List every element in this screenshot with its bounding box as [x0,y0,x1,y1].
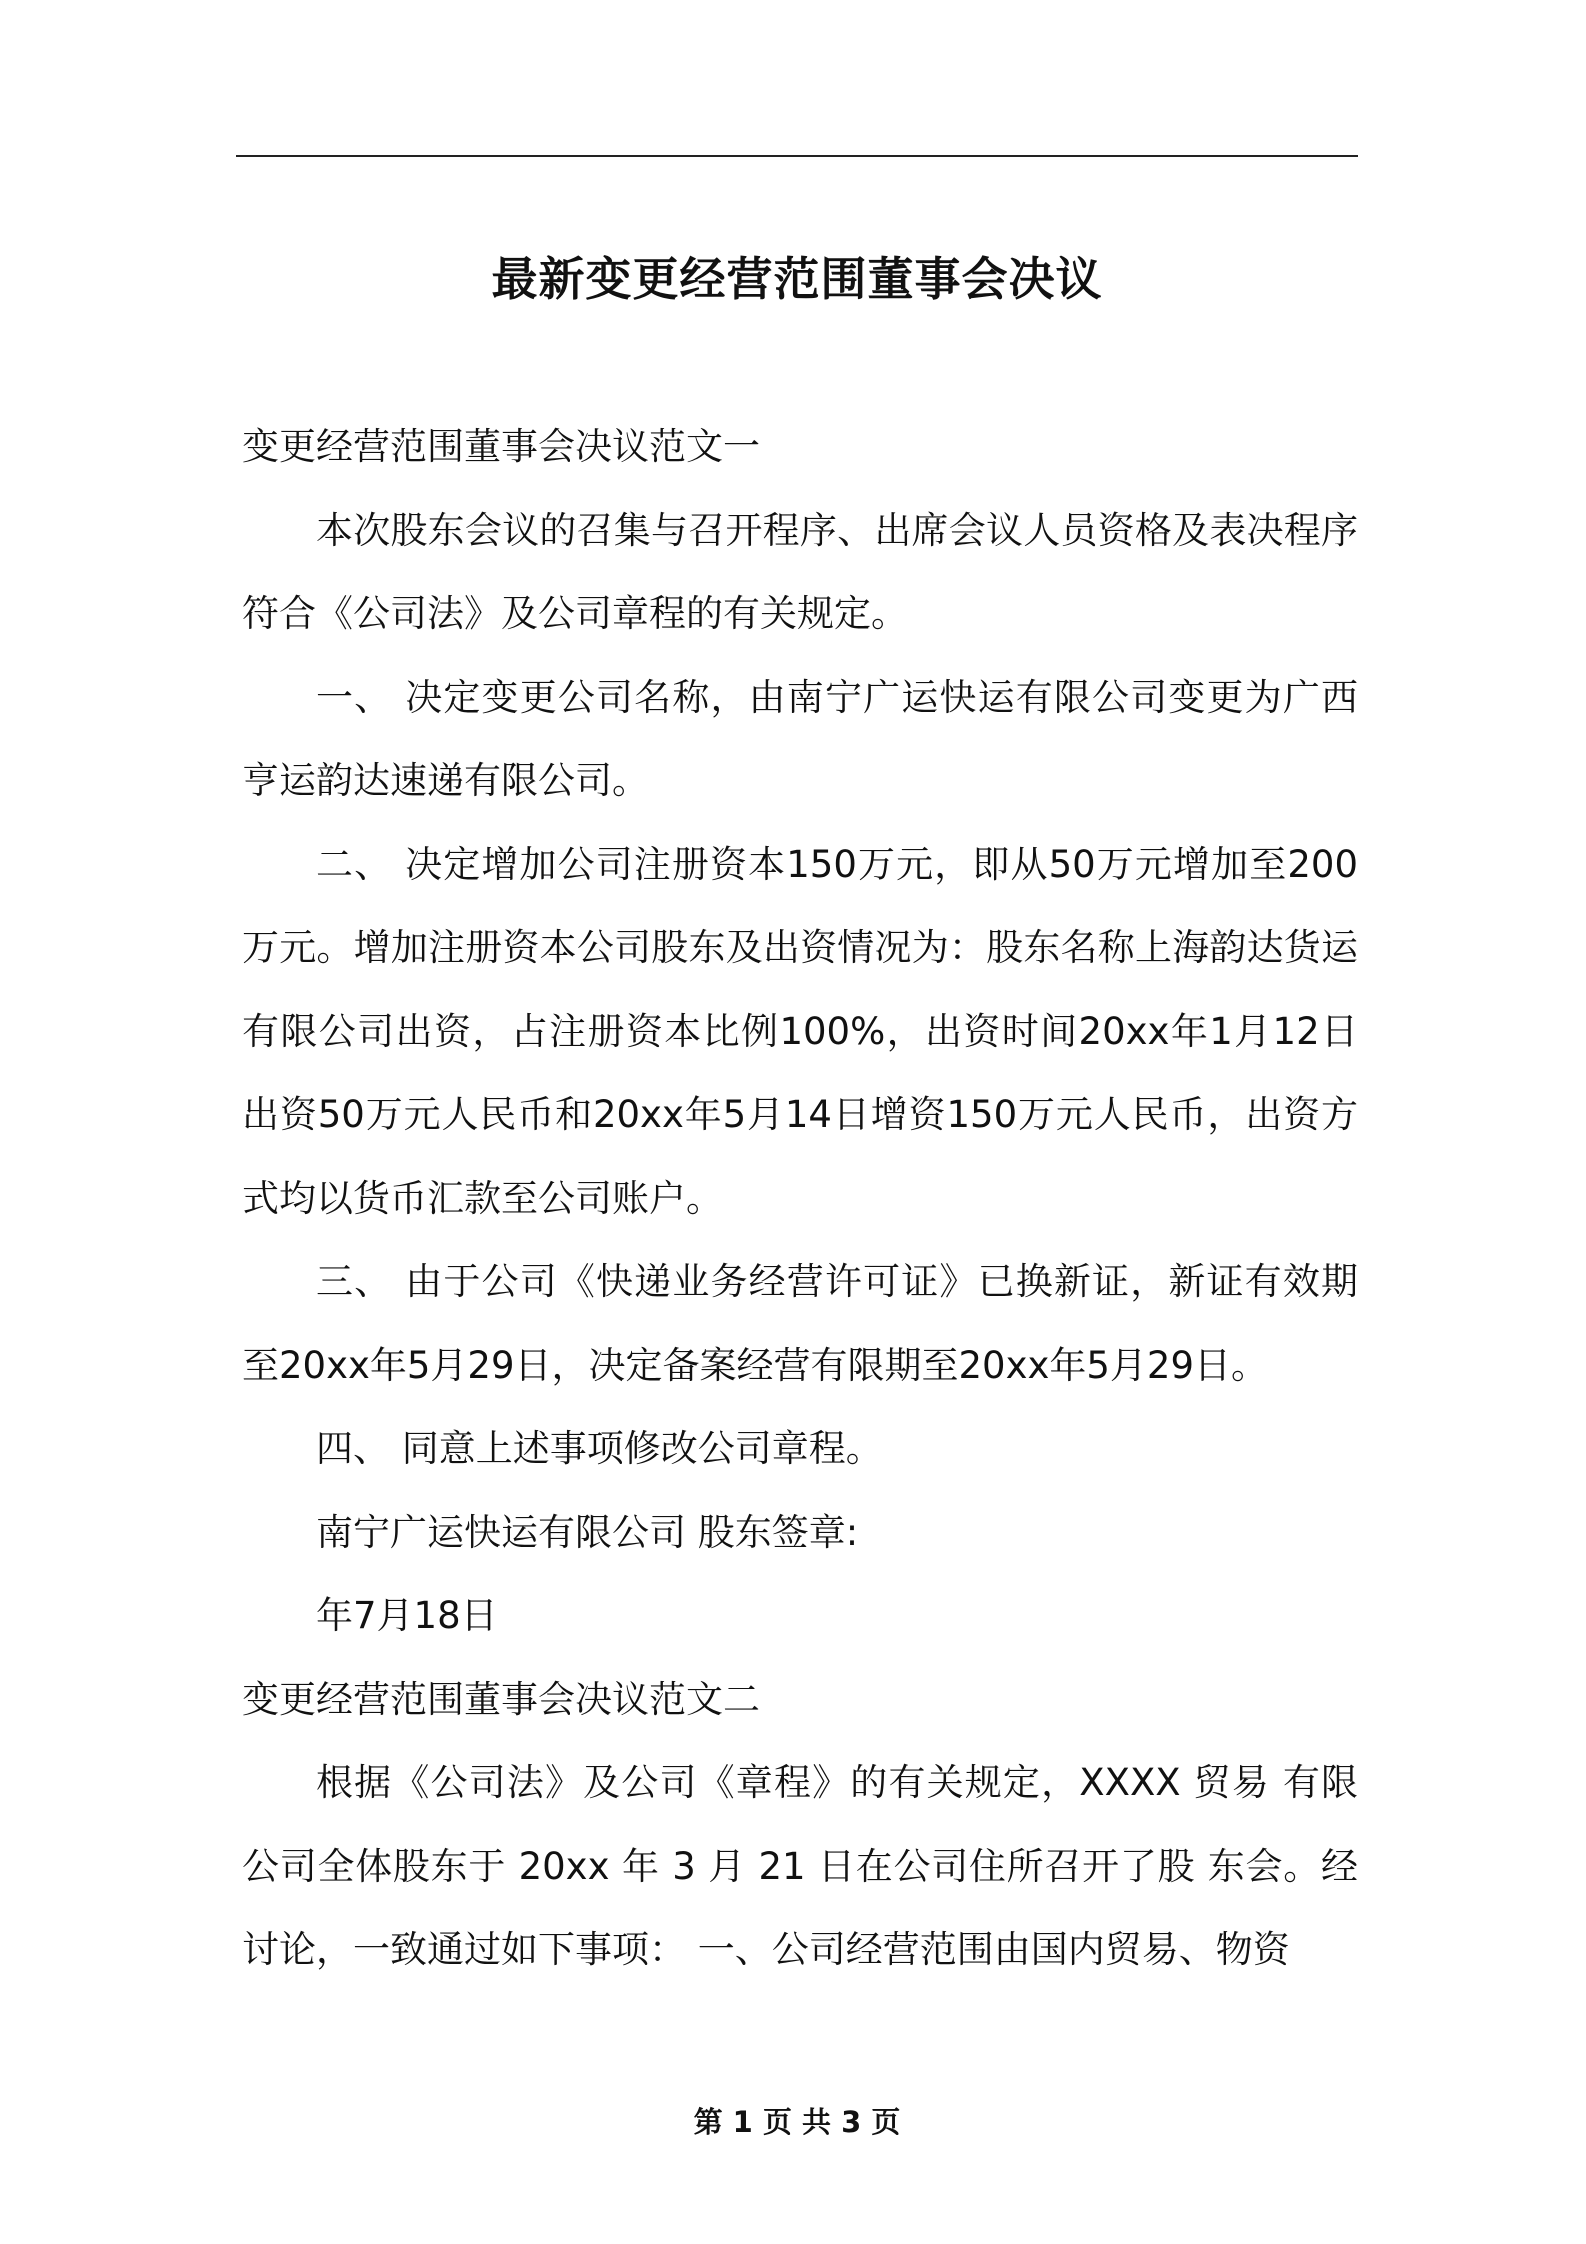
paragraph: 一、 决定变更公司名称，由南宁广运快运有限公司变更为广西亨运韵达速递有限公司。 [242,675,1358,802]
section-heading-1: 变更经营范围董事会决议范文一 [242,425,760,468]
header-rule [236,155,1358,157]
section-heading-2: 变更经营范围董事会决议范文二 [242,1677,760,1721]
paragraph: 本次股东会议的召集与召开程序、出席会议人员资格及表决程序符合《公司法》及公司章程的有关规定。 [242,508,1358,635]
document-title: 最新变更经营范围董事会决议 [491,251,1103,306]
paragraph: 四、 同意上述事项修改公司章程。 [316,1427,883,1470]
page-number: 第 1 页 共 3 页 [693,2105,901,2139]
paragraph: 三、 由于公司《快递业务经营许可证》已换新证，新证有效期至20xx年5月29日，决定备案经营有限期至20xx年5月29日。 [242,1260,1358,1387]
document-body [242,405,1358,1992]
date-line: 年7月18日 [316,1594,498,1637]
signature-line: 南宁广运快运有限公司 股东签章: [316,1510,859,1554]
paragraph: 根据《公司法》及公司《章程》的有关规定，XXXX 贸易 有限公司全体股东于 20xx 年 3 月 21 日在公司住所召开了股 东会。经讨论，一致通过如下事项： 一、公司经营范围由国内贸易、物资 [242,1761,1358,1971]
paragraph: 二、 决定增加公司注册资本150万元，即从50万元增加至200万元。增加注册资本公司股东及出资情况为：股东名称上海韵达货运有限公司出资，占注册资本比例100%，出资时间20xx年1月12日出资50万元人民币和20xx年5月14日增资150万元人民币，出资方式均以货币汇款至公司账户。 [242,842,1358,1220]
